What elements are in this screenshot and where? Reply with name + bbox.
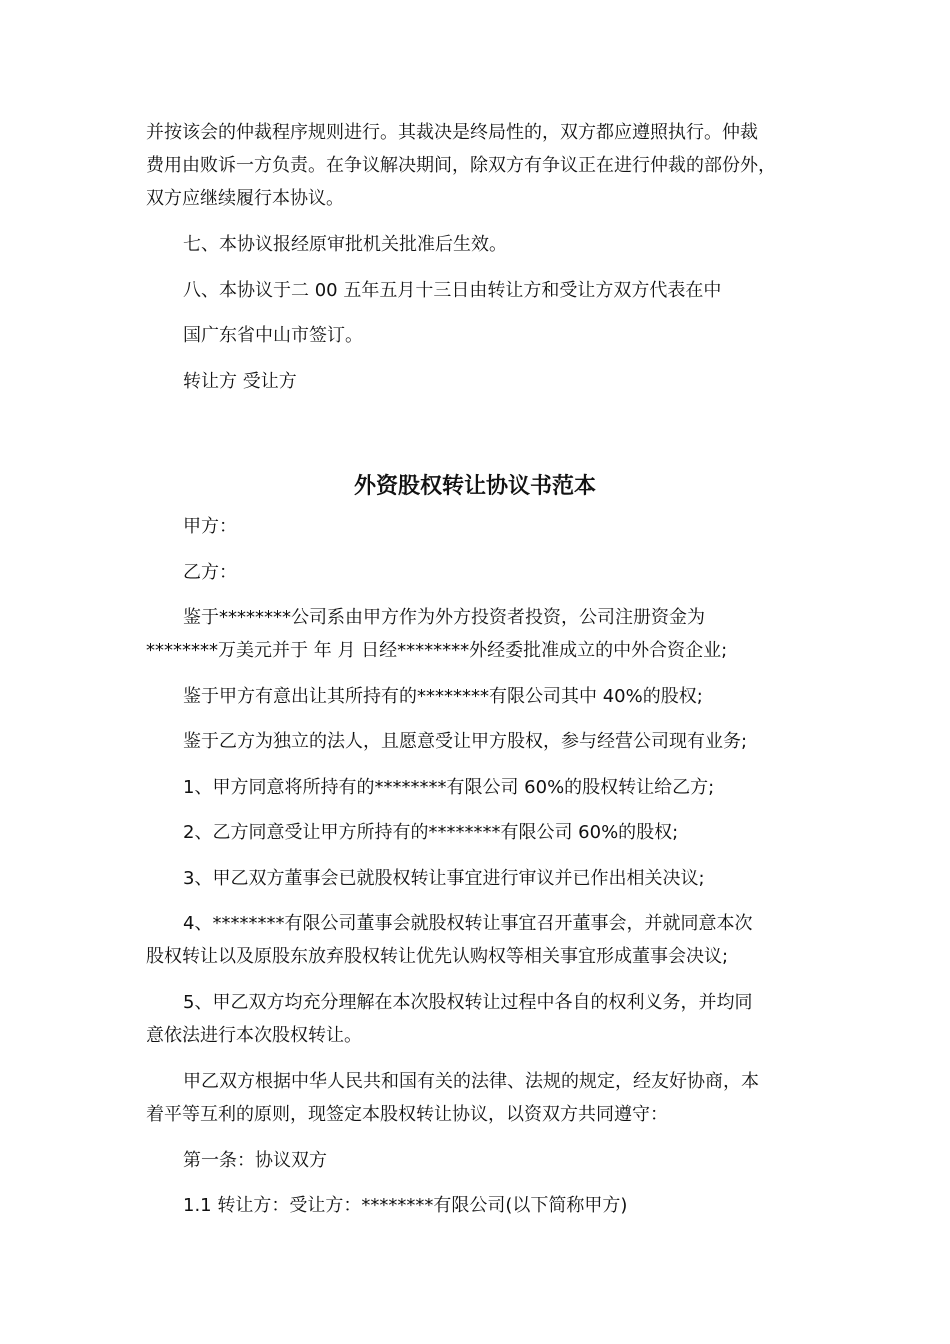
clause-8-line: 八、本协议于二 00 五年五月十三日由转让方和受让方双方代表在中 [183,280,722,301]
document-title: 外资股权转让协议书范本 [353,474,596,499]
signatories-line: 转让方 受让方 [183,371,297,392]
clause-7: 七、本协议报经原审批机关批准后生效。 [183,234,507,255]
item-4-line: 股权转让以及原股东放弃股权转让优先认购权等相关事宜形成董事会决议; [146,946,729,967]
article-1-1: 1.1 转让方：受让方：********有限公司(以下简称甲方) [183,1195,628,1216]
clause-8-line: 国广东省中山市签订。 [183,325,363,346]
agreement-basis-line: 着平等互利的原则，现签定本股权转让协议，以资双方共同遵守： [146,1104,668,1125]
arbitration-text-line: 并按该会的仲裁程序规则进行。其裁决是终局性的，双方都应遵照执行。仲裁 [146,122,758,143]
recital-1-line: ********万美元并于 年 月 日经********外经委批准成立的中外合资企业; [146,640,728,661]
agreement-basis-line: 甲乙双方根据中华人民共和国有关的法律、法规的规定，经友好协商，本 [183,1071,759,1092]
item-3: 3、甲乙双方董事会已就股权转让事宜进行审议并已作出相关决议; [183,868,705,889]
arbitration-text-line: 费用由败诉一方负责。在争议解决期间，除双方有争议正在进行仲裁的部份外， [146,155,776,176]
item-4-line: 4、********有限公司董事会就股权转让事宜召开董事会，并就同意本次 [183,913,753,934]
recital-1-line: 鉴于********公司系由甲方作为外方投资者投资，公司注册资金为 [183,607,705,628]
item-5-line: 5、甲乙双方均充分理解在本次股权转让过程中各自的权利义务，并均同 [183,992,753,1013]
recital-2: 鉴于甲方有意出让其所持有的********有限公司其中 40%的股权; [183,686,703,707]
arbitration-text-line: 双方应继续履行本协议。 [146,188,344,209]
party-a-label: 甲方： [183,516,237,537]
item-2: 2、乙方同意受让甲方所持有的********有限公司 60%的股权; [183,822,679,843]
article-1-heading: 第一条：协议双方 [183,1150,327,1171]
recital-3: 鉴于乙方为独立的法人，且愿意受让甲方股权，参与经营公司现有业务; [183,731,748,752]
item-5-line: 意依法进行本次股权转让。 [146,1025,362,1046]
item-1: 1、甲方同意将所持有的********有限公司 60%的股权转让给乙方; [183,777,715,798]
party-b-label: 乙方： [183,562,237,583]
